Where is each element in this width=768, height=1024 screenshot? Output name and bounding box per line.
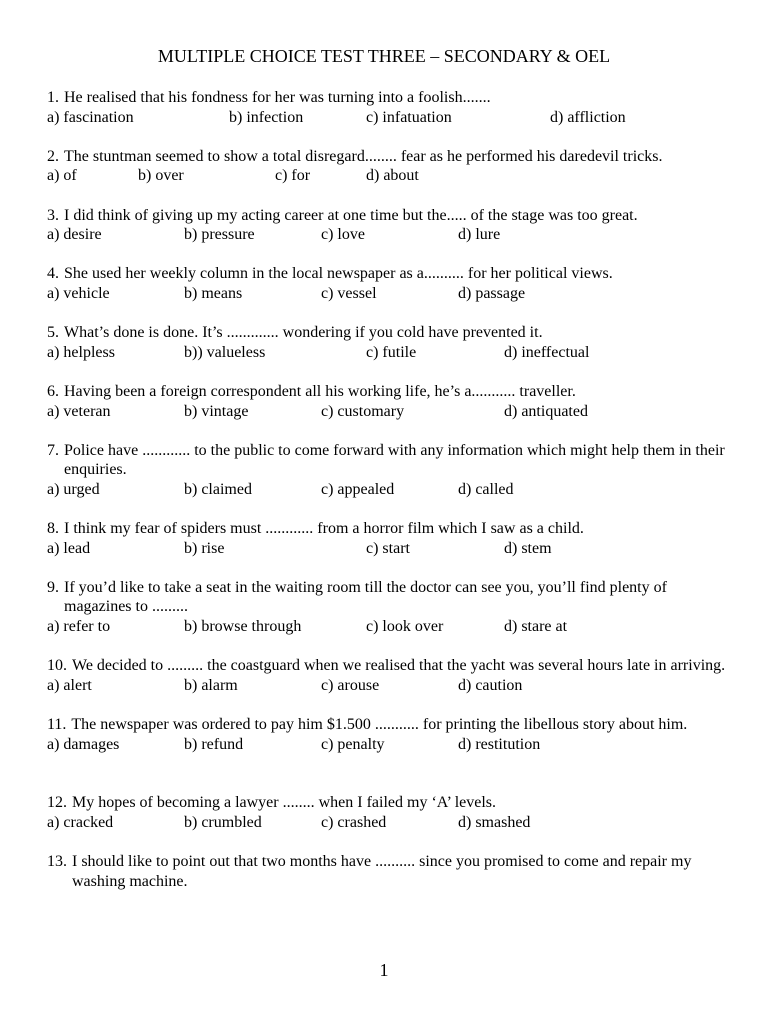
answer-option: b) infection <box>229 108 304 126</box>
answer-option: d) caution <box>458 676 523 694</box>
question-text: The stuntman seemed to show a total disregard........ fear as he performed his daredevil tricks. <box>64 147 663 165</box>
question-text: I did think of giving up my acting career at one time but the..... of the stage was too great. <box>64 206 638 224</box>
answer-option: c) infatuation <box>366 108 452 126</box>
question-text: The newspaper was ordered to pay him $1.500 ........... for printing the libellous story about him. <box>71 716 688 733</box>
question-number: 7. <box>47 441 59 459</box>
answer-options <box>47 166 737 186</box>
answer-option: d) restitution <box>458 735 541 753</box>
answer-option: d) called <box>458 480 514 498</box>
answer-option: b) browse through <box>184 618 302 636</box>
answer-option: c) futile <box>366 343 417 361</box>
answer-options <box>47 735 737 755</box>
question-text: We decided to ......... the coastguard when we realised that the yacht was several hours late in arriving. <box>72 657 726 675</box>
question-number: 13. <box>47 852 67 870</box>
answer-option: a) urged <box>47 480 100 498</box>
question-number: 1. <box>47 89 59 106</box>
answer-option: d) antiquated <box>504 402 588 420</box>
answer-option: a) cracked <box>47 813 114 831</box>
answer-option: b) refund <box>184 735 244 753</box>
question-number: 8. <box>47 520 59 538</box>
question-item <box>47 206 737 245</box>
answer-option: a) fascination <box>47 108 134 126</box>
answer-options <box>47 617 737 637</box>
answer-option: b) crumbled <box>184 813 262 831</box>
answer-option: a) of <box>47 167 77 185</box>
question-number: 9. <box>47 578 59 596</box>
answer-option: a) desire <box>47 226 102 244</box>
question-number: 10. <box>47 657 67 675</box>
answer-option: d) smashed <box>458 813 531 831</box>
answer-option: b) alarm <box>184 676 238 694</box>
answer-option: d) stare at <box>504 618 568 636</box>
answer-option: a) veteran <box>47 402 111 420</box>
question-number: 12. <box>47 794 67 812</box>
answer-option: c) appealed <box>321 480 395 498</box>
question-item <box>47 382 737 421</box>
answer-option: a) damages <box>47 735 120 753</box>
question-text: If you’d like to take a seat in the waiting room till the doctor can see you, you’ll find plenty of magazines to ......... <box>64 578 667 616</box>
answer-option: c) for <box>275 167 311 185</box>
question-item <box>47 578 737 637</box>
answer-option: b) claimed <box>184 480 252 498</box>
answer-option: b) vintage <box>184 402 249 420</box>
answer-options <box>47 813 737 833</box>
answer-option: b)) valueless <box>184 343 266 361</box>
page-title: MULTIPLE CHOICE TEST THREE – SECONDARY & OEL <box>157 46 611 66</box>
question-text: I should like to point out that two months have .......... since you promised to come and repair my washing machine. <box>72 852 692 890</box>
answer-option: b) over <box>138 167 184 185</box>
question-number: 6. <box>47 382 59 400</box>
answer-option: d) lure <box>458 226 501 244</box>
question-text: She used her weekly column in the local newspaper as a.......... for her political views. <box>64 265 613 283</box>
answer-option: a) alert <box>47 676 92 694</box>
question-item <box>47 441 737 500</box>
question-number: 5. <box>47 324 59 342</box>
answer-option: d) affliction <box>550 108 626 126</box>
answer-option: c) love <box>321 226 365 244</box>
answer-options <box>47 108 737 128</box>
question-item <box>47 88 737 127</box>
page-number: 1 <box>379 960 389 980</box>
question-item <box>47 323 737 362</box>
answer-options <box>47 480 737 500</box>
question-number: 11. <box>47 716 67 733</box>
answer-option: a) vehicle <box>47 284 110 302</box>
answer-option: c) penalty <box>321 735 385 753</box>
question-item <box>47 147 737 186</box>
answer-option: c) crashed <box>321 813 387 831</box>
answer-option: b) pressure <box>184 226 255 244</box>
question-text: What’s done is done. It’s ............. wondering if you cold have prevented it. <box>64 324 543 342</box>
answer-option: c) vessel <box>321 284 377 302</box>
answer-option: a) lead <box>47 539 91 557</box>
answer-option: d) stem <box>504 539 552 557</box>
answer-option: c) customary <box>321 402 405 420</box>
answer-option: d) ineffectual <box>504 343 590 361</box>
question-item <box>47 715 737 754</box>
question-list <box>47 88 737 911</box>
answer-options <box>47 676 737 696</box>
answer-options <box>47 343 737 363</box>
answer-option: c) start <box>366 539 410 557</box>
answer-option: b) means <box>184 284 243 302</box>
question-text: My hopes of becoming a lawyer ........ when I failed my ‘A’ levels. <box>72 794 497 812</box>
question-item <box>47 656 737 695</box>
question-text: Having been a foreign correspondent all his working life, he’s a........... traveller. <box>64 382 576 400</box>
answer-option: b) rise <box>184 539 225 557</box>
question-number: 3. <box>47 206 59 224</box>
question-item <box>47 519 737 558</box>
answer-options <box>47 539 737 559</box>
question-item <box>47 264 737 303</box>
question-number: 2. <box>47 147 59 165</box>
answer-option: d) passage <box>458 284 526 302</box>
answer-options <box>47 225 737 245</box>
answer-option: a) refer to <box>47 618 111 636</box>
question-text: Police have ............ to the public to come forward with any information which might help them in their enquiries. <box>64 441 725 479</box>
answer-option: c) arouse <box>321 676 380 694</box>
answer-option: a) helpless <box>47 343 115 361</box>
question-item <box>47 793 737 832</box>
answer-option: c) look over <box>366 618 444 636</box>
answer-option: d) about <box>366 167 419 185</box>
question-text: He realised that his fondness for her was turning into a foolish....... <box>64 89 491 106</box>
answer-options <box>47 284 737 304</box>
question-item <box>47 852 737 891</box>
question-number: 4. <box>47 265 59 283</box>
question-text: I think my fear of spiders must ............ from a horror film which I saw as a child. <box>64 520 584 538</box>
answer-options <box>47 402 737 422</box>
